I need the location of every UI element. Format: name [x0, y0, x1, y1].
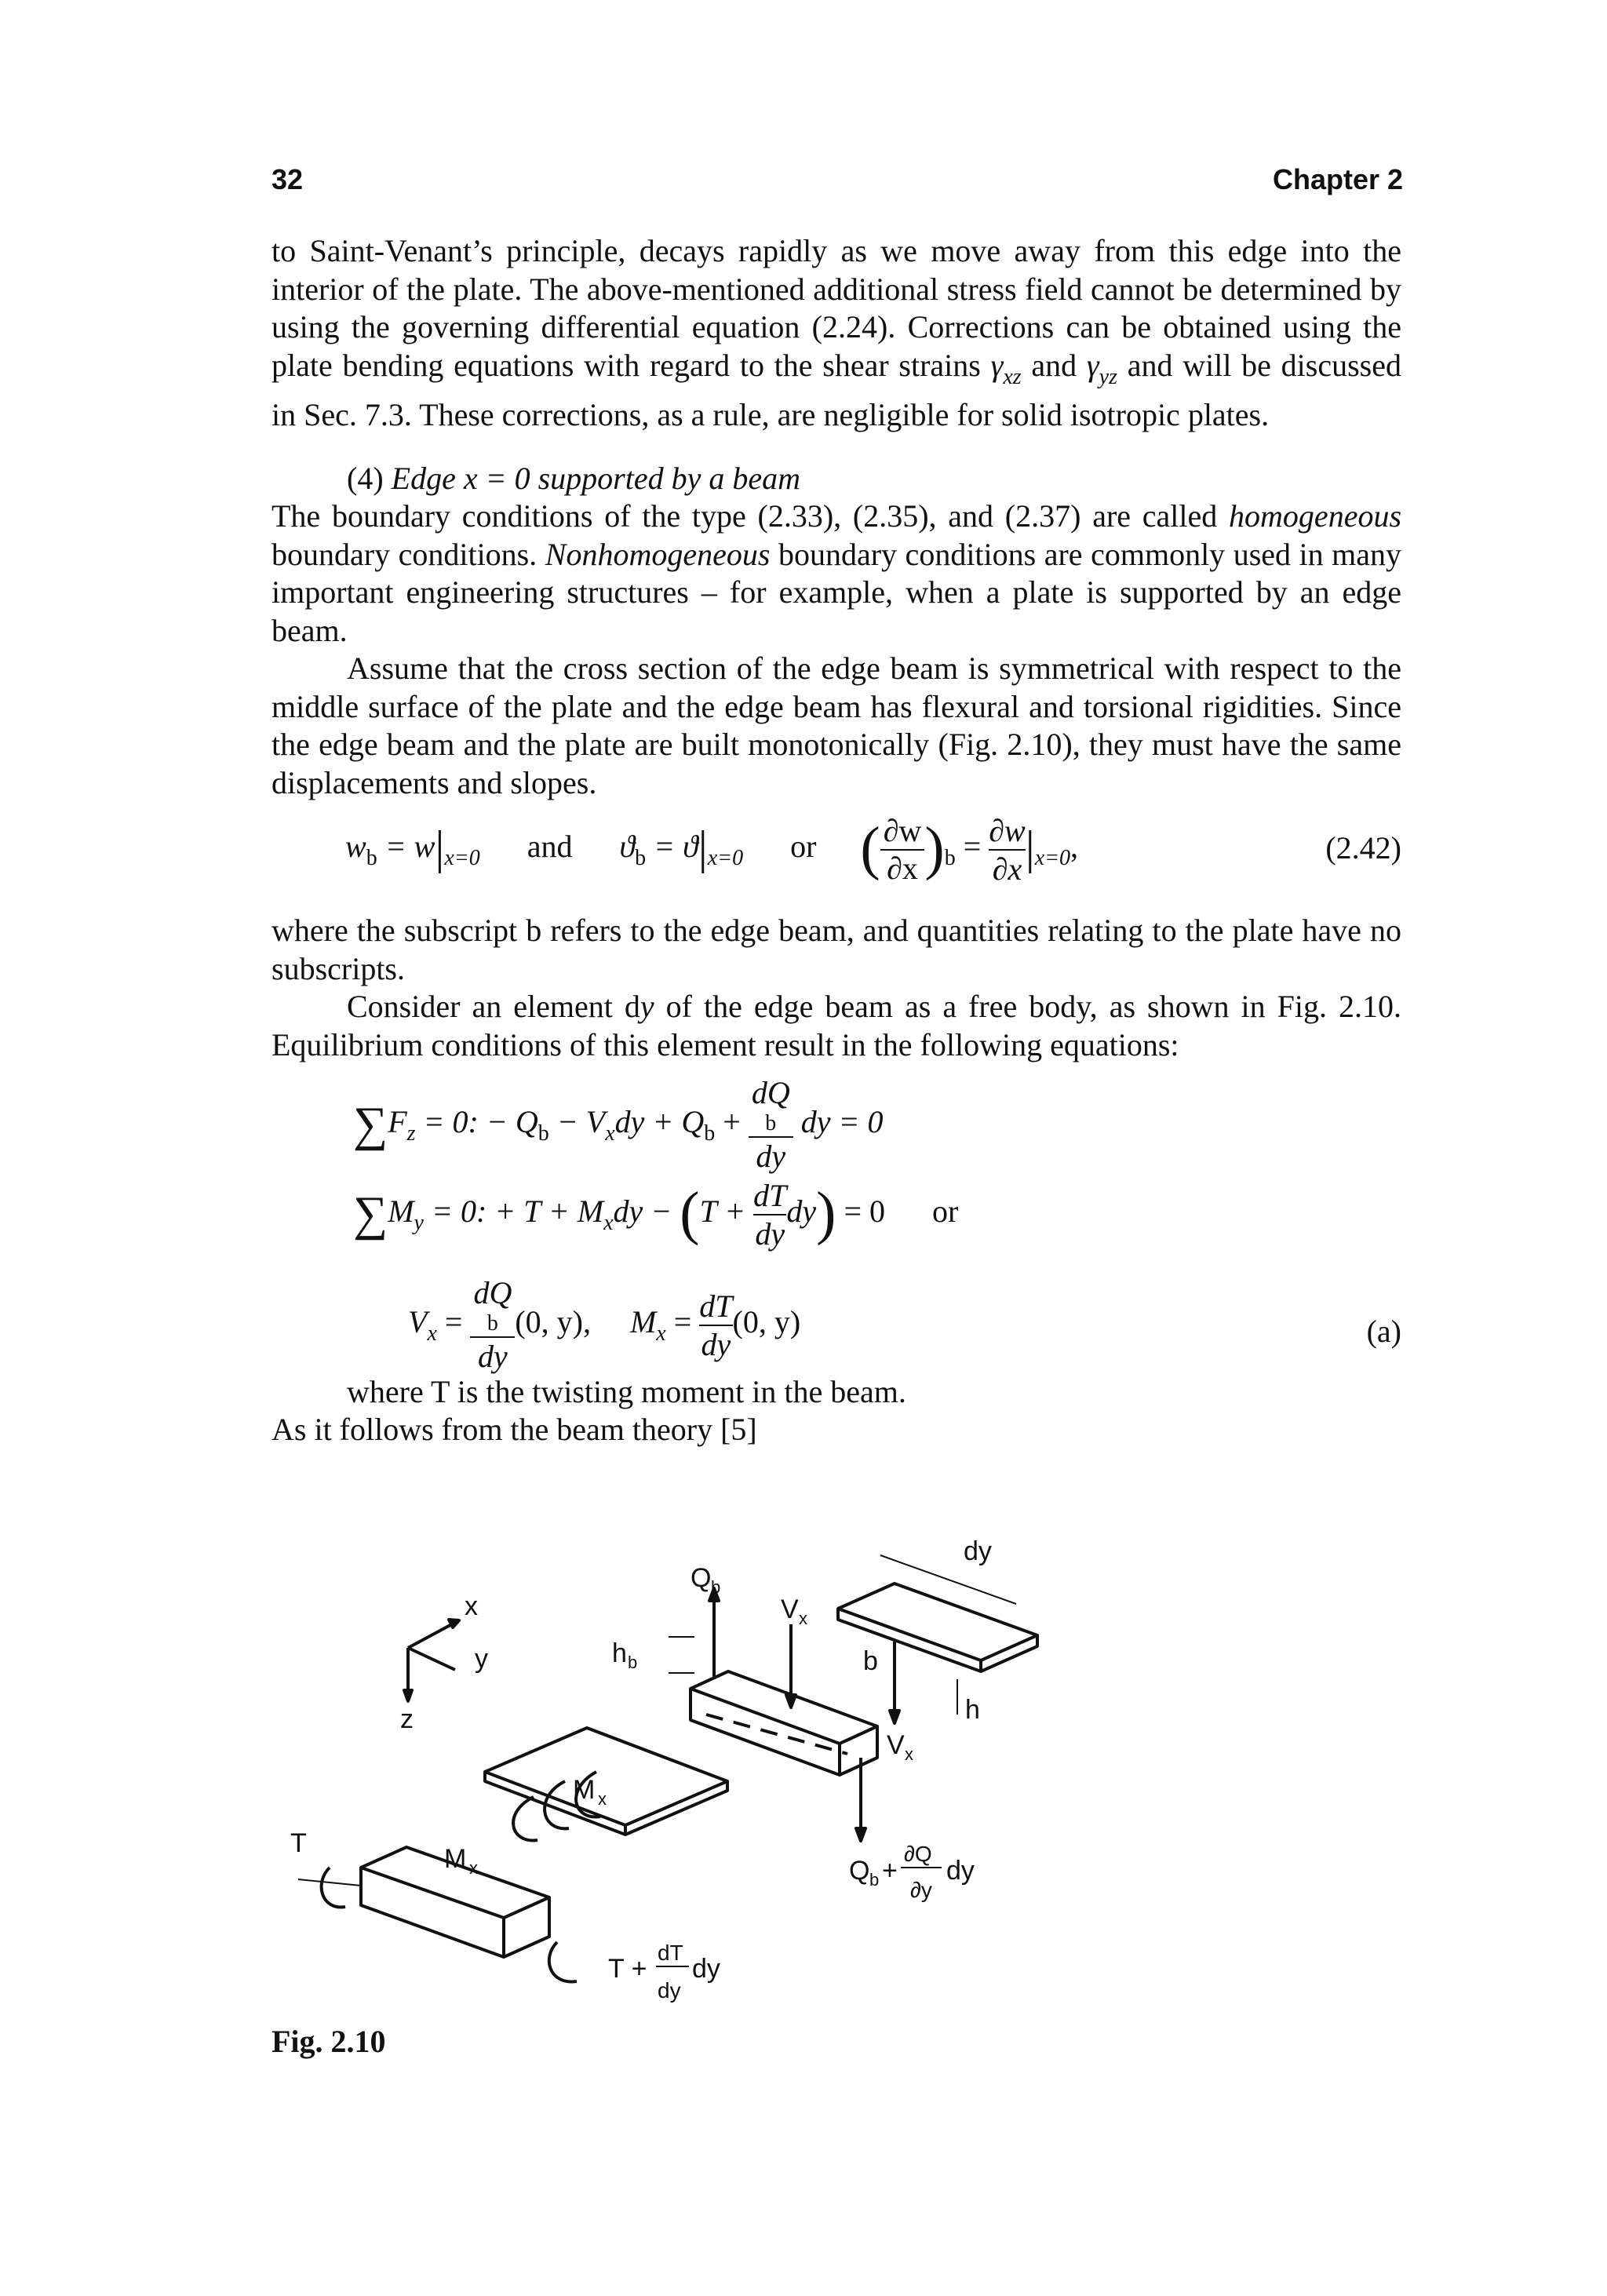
frac-dw-dx	[880, 813, 925, 887]
den-dx: ∂x	[887, 851, 918, 886]
label-Mx-sub: x	[469, 1858, 478, 1878]
comma: ,	[1070, 829, 1079, 865]
paragraph-5	[271, 988, 1401, 1064]
equation-sum-fz	[353, 1075, 883, 1175]
paragraph-1	[271, 232, 1401, 435]
den2: dy	[755, 1216, 785, 1252]
tail1: dy = 0	[800, 1103, 884, 1139]
mid3: +	[715, 1103, 749, 1139]
eq-theta: = ϑ	[654, 829, 698, 865]
num4: dT	[699, 1288, 732, 1326]
M: M	[388, 1194, 414, 1230]
label-Qb-sub: b	[711, 1577, 721, 1597]
label-dQb-den: ∂y	[910, 1878, 932, 1902]
sum-symbol: ∑	[353, 1097, 388, 1151]
sub-b: b	[366, 846, 377, 871]
paragraph-3: Assume that the cross section of the edge beam is symmetrical with respect to the middle surface of the plate and the edge beam has flexural and torsional rigidities. Since the edge beam and the plate are built monotonically (Fig. 2.10), they must have the same displacements and slopes.	[271, 651, 1401, 800]
eval-bar-2: |	[698, 822, 708, 874]
label-dQb-tail: dy	[946, 1856, 975, 1886]
sub-x-3: x	[427, 1321, 437, 1346]
label-Qb2: Q	[849, 1856, 870, 1886]
eval-bar-3: |	[1025, 822, 1035, 874]
paragraph-4: where the subscript b refers to the edge beam, and quantities relating to the plate have no subscripts.	[271, 913, 1401, 986]
para2-c: boundary conditions are commonly used in many important engineering structures – for example, when a plate is supported by an edge beam.	[271, 536, 1402, 648]
equals: =	[963, 829, 982, 865]
at-x0-2: x=0	[707, 846, 744, 871]
gamma-yz-sub: yz	[1099, 364, 1117, 389]
beam-section-top	[691, 1671, 877, 1744]
gamma-xz: γ	[990, 347, 1004, 383]
case-4-number: (4)	[347, 461, 384, 496]
label-x: x	[465, 1591, 478, 1621]
T-plus: T +	[699, 1194, 746, 1230]
num-dqb	[749, 1075, 793, 1138]
label-h: h	[965, 1695, 980, 1725]
label-b: b	[863, 1646, 878, 1676]
num1: dQ	[751, 1075, 790, 1110]
eq4: =	[673, 1303, 692, 1339]
case-4-heading	[271, 460, 1401, 498]
mid1: − V	[548, 1103, 606, 1139]
label-T: T	[290, 1828, 307, 1858]
beam-left-sides	[361, 1868, 549, 1957]
torque-axis-left	[298, 1879, 361, 1886]
para1-text: to Saint-Venant’s principle, decays rapidly as we move away from this edge into the interior of the plate. The above-mentioned additional stress field cannot be determined by using the governing differential equation (2.24). Corrections can be obtained using the plate bending equations with regard to the shear strains	[271, 233, 1401, 383]
label-Mx2: M	[573, 1775, 596, 1805]
label-hb-sub: b	[628, 1653, 638, 1672]
sub-b-3: b	[944, 846, 956, 871]
dy-inner: dy	[786, 1194, 817, 1230]
eq-w: = w	[384, 829, 435, 865]
sub-b-5: b	[704, 1121, 716, 1146]
sub-b-7: b	[486, 1311, 498, 1336]
w-b: w	[345, 829, 366, 865]
equation-vx-mx	[408, 1275, 800, 1375]
mid2: dy + Q	[614, 1103, 705, 1139]
paragraph-6: where T is the twisting moment in the beam.	[347, 1374, 906, 1409]
figure-caption: Fig. 2.10	[271, 2024, 386, 2059]
eq3: =	[444, 1303, 463, 1339]
V: V	[408, 1303, 428, 1339]
sub-b-2: b	[635, 846, 647, 871]
or-word: or	[790, 829, 817, 865]
para2-b: boundary conditions.	[271, 536, 537, 572]
paren-right: )	[924, 815, 945, 882]
label-dy: dy	[964, 1536, 992, 1566]
para5-y: y	[640, 989, 654, 1024]
paragraph-2	[271, 497, 1401, 650]
sub-y: y	[414, 1211, 424, 1236]
para1-and: and	[1031, 347, 1077, 383]
frac-dqb-dy	[749, 1075, 793, 1175]
label-plus: +	[882, 1856, 898, 1886]
para5-a: Consider an element d	[347, 989, 640, 1024]
case-4-title: Edge x = 0 supported by a beam	[391, 461, 800, 496]
qb2-arrow-head	[856, 1828, 865, 1841]
sub-x-4: x	[656, 1321, 666, 1346]
label-z: z	[400, 1704, 414, 1734]
sub-z: z	[406, 1121, 416, 1146]
vx2-arrow-head	[890, 1711, 899, 1723]
sub-b-6: b	[765, 1111, 777, 1135]
num-dw: ∂w	[880, 813, 925, 851]
label-dT-tail: dy	[692, 1954, 720, 1984]
label-Mx: M	[444, 1844, 467, 1874]
or-word-2: or	[932, 1194, 959, 1230]
rhs1: = 0: − Q	[423, 1103, 538, 1139]
num3: dQ	[473, 1275, 512, 1310]
label-Vx2-sub: x	[905, 1744, 913, 1764]
frac-dqb-dy-2	[470, 1275, 515, 1375]
dy-dim-line	[880, 1555, 1016, 1604]
torque-arc-left	[322, 1868, 345, 1907]
num2: dT	[753, 1177, 786, 1215]
lparen: (	[680, 1180, 700, 1247]
y-axis-line	[408, 1648, 455, 1670]
rparen: )	[816, 1180, 836, 1247]
beam-section-sides	[691, 1689, 877, 1775]
para5-b: of the edge beam as a free body, as shown in Fig. 2.10. Equilibrium conditions of this element result in the following equations:	[271, 989, 1401, 1062]
rhs2: = 0: + T + M	[431, 1194, 604, 1230]
label-Qb: Q	[691, 1563, 712, 1593]
label-dQb: ∂Q	[904, 1842, 932, 1866]
frac-dt-dy	[753, 1177, 786, 1252]
label-dT-den: dy	[658, 1978, 681, 2003]
paren-left: (	[860, 815, 880, 882]
label-dT: dT	[658, 1941, 683, 1965]
sub-b-4: b	[537, 1121, 549, 1146]
para2-a: The boundary conditions of the type (2.33), (2.35), and (2.37) are called	[271, 498, 1218, 534]
theta-b: ϑ	[619, 829, 636, 865]
frac-dt-dy-2	[699, 1288, 732, 1363]
arg2: (0, y)	[732, 1303, 801, 1339]
eval-bar: |	[435, 822, 445, 874]
den1: dy	[756, 1139, 786, 1175]
equation-number-2-42: (2.42)	[1325, 830, 1401, 866]
and-word: and	[527, 829, 573, 865]
plate-strip-top	[485, 1728, 727, 1825]
label-T-plus: T +	[608, 1954, 647, 1984]
frac-dw-dx-2	[989, 812, 1025, 887]
label-Vx-sub: x	[799, 1609, 807, 1628]
gamma-yz: γ	[1086, 347, 1099, 383]
vx-arrow-head	[786, 1695, 796, 1707]
at-x0: x=0	[444, 846, 480, 871]
mid4: dy −	[613, 1194, 672, 1230]
arg: (0, y),	[515, 1303, 591, 1339]
para2-homogeneous: homogeneous	[1229, 498, 1402, 534]
page-number: 32	[271, 163, 304, 195]
sub-x-2: x	[603, 1211, 614, 1236]
sub-x: x	[605, 1121, 615, 1146]
den3: dy	[478, 1339, 508, 1375]
label-Qb2-sub: b	[869, 1870, 880, 1890]
num-dqb-2	[470, 1275, 515, 1338]
equation-2-42	[345, 812, 1078, 887]
sum-symbol-2: ∑	[353, 1187, 388, 1241]
tail2: = 0	[844, 1194, 886, 1230]
para2-nonhomogeneous: Nonhomogeneous	[545, 536, 771, 572]
para1-tail: and will be discussed in Sec. 7.3. These corrections, as a rule, are negligible for solid isotropic plates.	[271, 347, 1401, 432]
label-y: y	[475, 1644, 488, 1674]
gamma-xz-sub: xz	[1003, 364, 1022, 389]
running-head: Chapter 2	[1272, 163, 1403, 195]
moment-arc-1	[513, 1797, 537, 1840]
equation-sum-my	[353, 1177, 958, 1252]
F: F	[388, 1103, 407, 1139]
z-axis-arrow	[404, 1690, 412, 1701]
den4: dy	[701, 1326, 731, 1362]
at-x0-3: x=0	[1034, 846, 1071, 871]
label-hb: h	[612, 1638, 627, 1668]
figure-2-10	[267, 1522, 1114, 2009]
label-Mx2-sub: x	[598, 1789, 607, 1809]
paragraph-7: As it follows from the beam theory [5]	[271, 1412, 757, 1447]
torque-arc-right	[549, 1942, 577, 1981]
den-dx-2: ∂x	[992, 851, 1022, 887]
label-Vx2: V	[887, 1730, 905, 1760]
equation-number-a: (a)	[1366, 1314, 1401, 1349]
M3: M	[629, 1303, 657, 1339]
num-dw-2: ∂w	[989, 812, 1025, 851]
label-Vx: V	[781, 1594, 799, 1624]
